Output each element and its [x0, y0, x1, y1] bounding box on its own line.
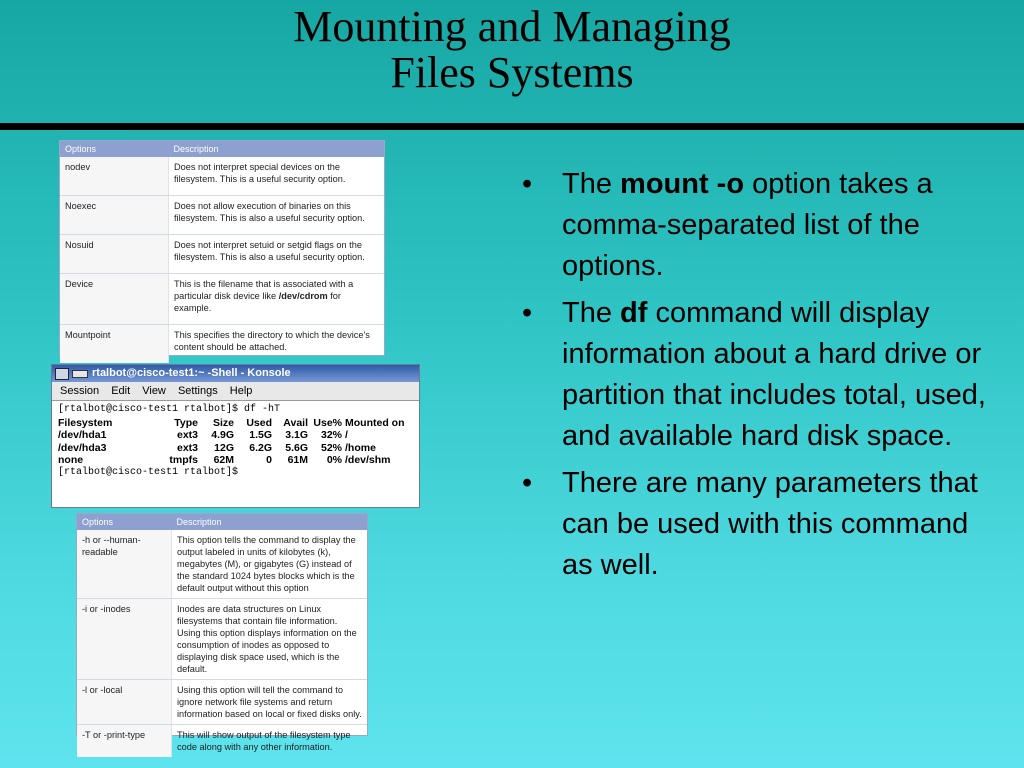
cell-mounted-on: /: [345, 429, 348, 441]
cell-mounted-on: /dev/shm: [345, 454, 391, 466]
menu-help[interactable]: Help: [229, 385, 253, 397]
bullet-bold-command: df: [620, 297, 648, 329]
header-avail: Avail: [283, 416, 308, 429]
header-filesystem: Filesystem: [58, 416, 113, 429]
bullet-list: [522, 164, 997, 592]
cell-use-percent: 52%: [320, 441, 342, 454]
table-row: [60, 274, 384, 325]
description-text: for example.: [174, 291, 341, 313]
df-header-row: [58, 417, 413, 430]
title-divider: [0, 123, 1024, 130]
cell-size: 62M: [213, 454, 234, 466]
option-cell: -h or --human-readable: [77, 530, 172, 599]
menu-view[interactable]: View: [142, 385, 166, 397]
cell-type: tmpfs: [169, 454, 198, 466]
cell-size: 12G: [214, 441, 234, 454]
bullet-item: [522, 463, 997, 586]
bullet-text-part: The: [562, 297, 621, 329]
slide-title: [0, 0, 1024, 124]
description-cell: Does not allow execution of binaries on this filesystem. This is also a useful security option.: [169, 196, 385, 235]
bullet-text-part: The: [562, 168, 621, 200]
header-use-percent: Use%: [313, 416, 342, 429]
menu-bar: [52, 382, 419, 401]
cell-mounted-on: /home: [345, 441, 376, 454]
df-row: [58, 454, 413, 467]
terminal-output[interactable]: [52, 401, 419, 482]
bullet-text: There are many parameters that can be used with this command as well.: [562, 467, 978, 581]
cell-filesystem: none: [58, 454, 84, 466]
description-cell: Using this option will tell the command to ignore network file systems and return information based on local or fixed disks only.: [172, 680, 368, 725]
option-cell: -i or -inodes: [77, 599, 172, 680]
window-menu-icon[interactable]: [55, 368, 69, 380]
shell-prompt: [rtalbot@cisco-test1 rtalbot]$ df -hT: [58, 404, 281, 415]
description-cell: Does not interpret setuid or setgid flags on the filesystem. This is also a useful security option.: [169, 235, 385, 274]
option-cell: Noexec: [60, 196, 169, 235]
table-row: [77, 725, 367, 758]
option-cell: Device: [60, 274, 169, 325]
cell-avail: 3.1G: [285, 429, 308, 441]
description-cell: Does not interpret special devices on the filesystem. This is a useful security option.: [169, 157, 385, 196]
cell-avail: 5.6G: [285, 441, 308, 454]
menu-edit[interactable]: Edit: [111, 385, 131, 397]
cell-use-percent: 32%: [320, 429, 342, 441]
cell-avail: 61M: [287, 454, 308, 466]
cell-type: ext3: [176, 429, 198, 441]
df-options-table: [76, 513, 368, 752]
table-row: [60, 235, 384, 274]
window-titlebar[interactable]: [52, 365, 419, 382]
bullet-text: [562, 293, 997, 457]
description-cell: This specifies the directory to which the device's content should be attached.: [174, 330, 370, 352]
cell-type: ext3: [176, 441, 198, 454]
cell-filesystem: /dev/hda1: [58, 429, 107, 441]
option-cell: -T or -print-type: [77, 725, 172, 758]
bullet-text-part: option takes a comma-separated list of the options.: [562, 168, 933, 282]
option-cell: Nosuid: [60, 235, 169, 274]
terminal-icon: [72, 370, 88, 378]
cell-used: 0: [266, 454, 272, 466]
table-row: [77, 680, 367, 725]
header-mounted-on: Mounted on: [345, 416, 405, 429]
bullet-marker: •: [522, 297, 533, 329]
bullet-text: [562, 164, 997, 287]
column-header-options: Options: [60, 141, 169, 157]
mount-options-table: [59, 140, 385, 356]
column-header-description: Description: [172, 514, 368, 530]
bullet-marker: •: [522, 467, 533, 499]
header-size: Size: [212, 416, 234, 429]
description-cell: This option tells the command to display the output labeled in units of kilobytes (k), megabytes (M), or gigabytes (G) instead of the standard 1024 bytes blocks which is the default output without this option: [172, 530, 368, 599]
option-cell: Mountpoint: [60, 325, 169, 364]
table-row: [60, 196, 384, 235]
table-row: [60, 157, 384, 196]
table-row: [77, 599, 367, 680]
bullet-marker: •: [522, 168, 533, 200]
header-used: Used: [246, 416, 272, 429]
option-cell: nodev: [60, 157, 169, 196]
menu-settings[interactable]: Settings: [177, 385, 218, 397]
description-text: This is the filename that is associated with a particular disk device like: [174, 279, 354, 301]
bullet-text-part: command will display information about a hard drive or partition that includes total, used, and available hard disk space.: [562, 297, 986, 452]
description-cell: This will show output of the filesystem type code along with any other information.: [177, 730, 351, 752]
bullet-bold-command: mount -o: [620, 168, 745, 200]
df-row: [58, 429, 413, 442]
slide-title-line1: Mounting and Managing: [293, 2, 731, 51]
description-bold-text: /dev/cdrom: [278, 291, 328, 301]
df-row: [58, 442, 413, 455]
shell-prompt: [rtalbot@cisco-test1 rtalbot]$: [58, 466, 239, 478]
column-header-options: Options: [77, 514, 172, 530]
description-cell: [169, 274, 385, 325]
header-type: Type: [174, 416, 198, 429]
bullet-item: [522, 164, 997, 287]
cell-used: 6.2G: [249, 441, 272, 454]
column-header-description: Description: [169, 141, 385, 157]
option-cell: -l or -local: [77, 680, 172, 725]
konsole-window: [51, 364, 420, 508]
table-row: [60, 325, 384, 364]
cell-filesystem: /dev/hda3: [58, 441, 107, 454]
menu-session[interactable]: Session: [60, 385, 100, 397]
bullet-item: [522, 293, 997, 457]
cell-used: 1.5G: [249, 429, 272, 441]
cell-size: 4.9G: [211, 429, 234, 441]
description-cell: Inodes are data structures on Linux filesystems that contain file information. Using this option displays information on the consumption of inodes as opposed to displaying disk space used, which is the default.: [172, 599, 368, 680]
window-title: rtalbot@cisco-test1:~ -Shell - Konsole: [92, 367, 291, 379]
table-row: [77, 530, 367, 599]
slide-title-line2: Files Systems: [390, 48, 634, 97]
cell-use-percent: 0%: [326, 454, 342, 466]
